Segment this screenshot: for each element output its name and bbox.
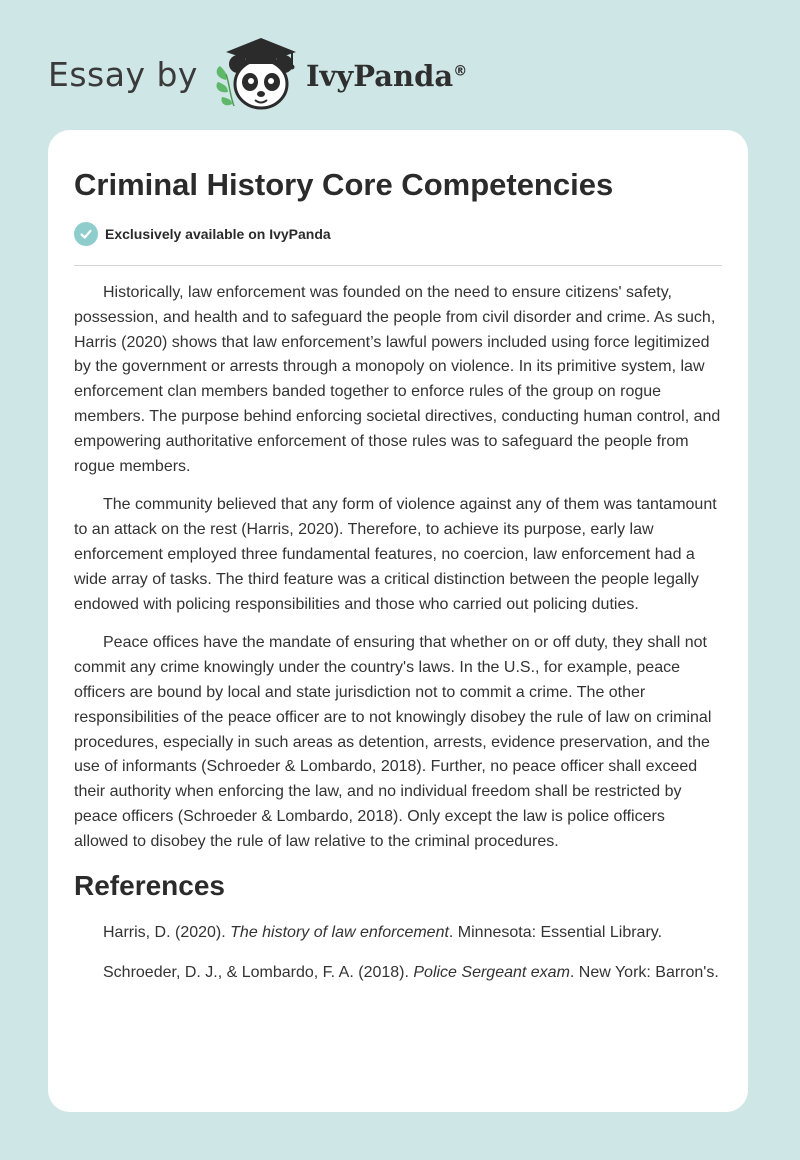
reference-publisher: . Minnesota: Essential Library.: [448, 923, 663, 941]
essay-body: [74, 281, 722, 855]
reference-item: [74, 961, 722, 986]
exclusive-badge-label: Exclusively available on IvyPanda: [105, 226, 331, 242]
brand-name[interactable]: [306, 59, 467, 93]
reference-authors: Harris, D. (2020).: [103, 923, 231, 941]
reference-item: [74, 921, 722, 946]
essay-card: [48, 130, 748, 1112]
registered-mark: ®: [453, 63, 468, 80]
essay-by-label: Essay by: [48, 54, 198, 94]
panda-logo-icon[interactable]: [212, 34, 304, 114]
site-header: [48, 34, 467, 114]
divider: [74, 265, 722, 266]
brand-name-text: IvyPanda: [305, 59, 454, 93]
reference-publisher: . New York: Barron's.: [569, 964, 719, 982]
reference-title: The history of law enforcement: [230, 923, 449, 941]
paragraph: Historically, law enforcement was founded on the need to ensure citizens' safety, possession, and health and to safeguard the people from civil disorder and crime. As such, Harris (2020) shows that law enforcement’s lawful powers included using force legitimized by the government or arrests through a monopoly on violence. In its primitive system, law enforcement clan members banded together to enforce rules of the group on rogue members. The purpose behind enforcing societal directives, conducting human control, and empowering authoritative enforcement of those rules was to safeguard the people from rogue members.: [74, 284, 721, 475]
references-heading: References: [74, 869, 225, 901]
reference-authors: Schroeder, D. J., & Lombardo, F. A. (2018).: [103, 964, 414, 982]
checkmark-icon: [74, 222, 98, 246]
paragraph: Peace offices have the mandate of ensuring that whether on or off duty, they shall not commit any crime knowingly under the country's laws. In the U.S., for example, peace officers are bound by local and state jurisdiction not to commit a crime. The other responsibilities of the peace officer are to not knowingly disobey the rule of law on criminal procedures, especially in such areas as detention, arrests, evidence preservation, and the use of informants (Schroeder & Lombardo, 2018). Further, no peace officer shall exceed their authority when enforcing the law, and no individual freedom shall be restricted by peace officers (Schroeder & Lombardo, 2018). Only except the law is police officers allowed to disobey the rule of law relative to the criminal procedures.: [74, 634, 712, 850]
paragraph: The community believed that any form of violence against any of them was tantamount to an attack on the rest (Harris, 2020). Therefore, to achieve its purpose, early law enforcement employed three fundamental features, no coercion, law enforcement had a wide array of tasks. The third feature was a critical distinction between the people legally endowed with policing responsibilities and those who carried out policing duties.: [74, 496, 717, 613]
page-title: Criminal History Core Competencies: [74, 167, 614, 202]
references-list: [74, 921, 722, 987]
exclusive-badge: [74, 220, 722, 248]
reference-title: Police Sergeant exam: [413, 964, 570, 982]
